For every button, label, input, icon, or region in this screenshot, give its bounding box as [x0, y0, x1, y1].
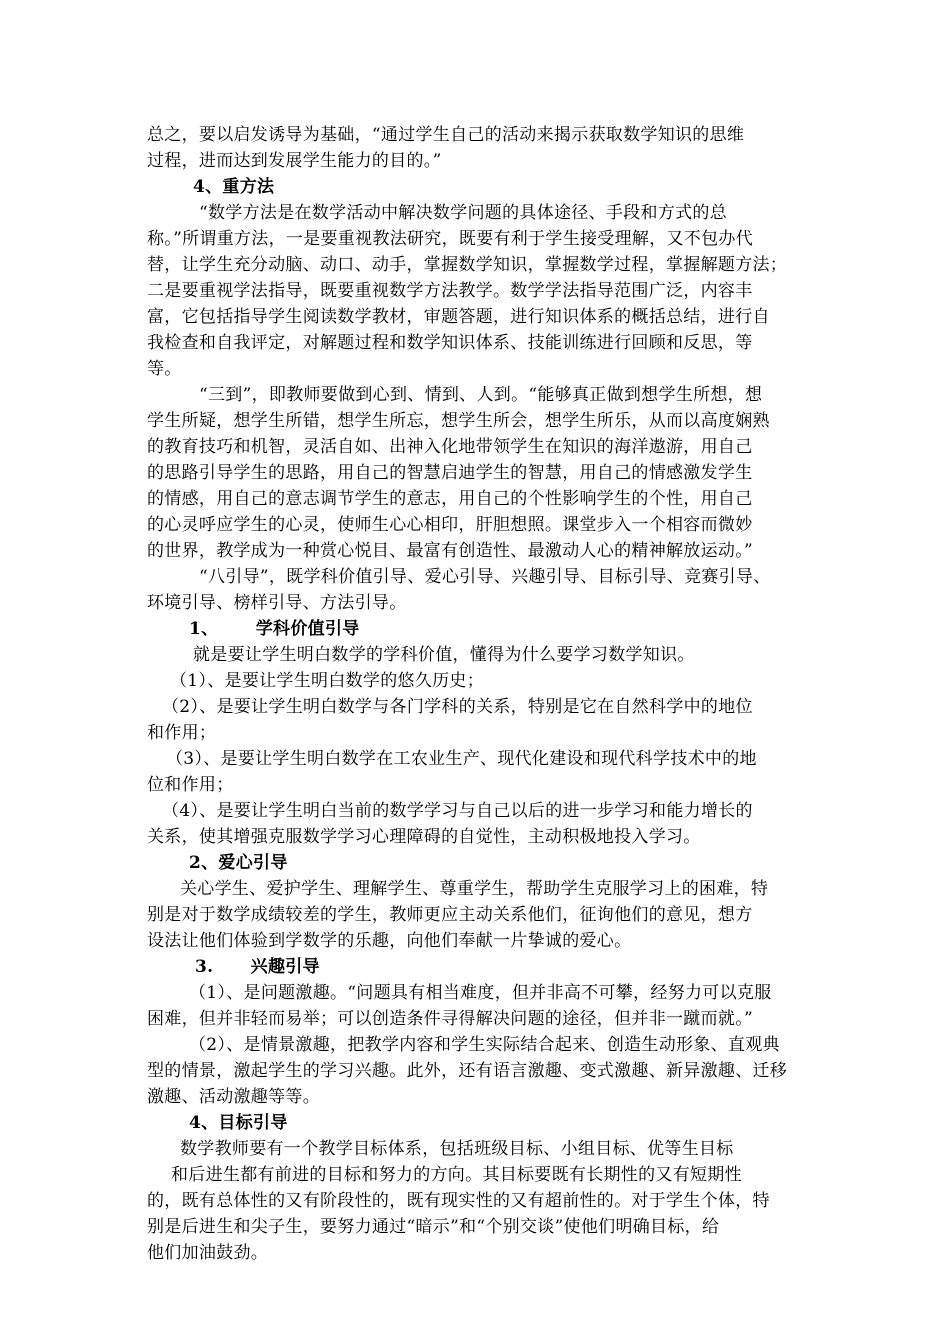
- paragraph-line: 和作用；: [147, 723, 217, 743]
- section-heading: 3. 兴趣引导: [195, 957, 320, 977]
- paragraph-line: 替，让学生充分动脑、动口、动手，掌握数学知识，掌握数学过程，掌握解题方法；: [147, 255, 788, 275]
- paragraph-line: （2）、是要让学生明白数学与各门学科的关系，特别是它在自然科学中的地位: [162, 697, 753, 717]
- paragraph-line: 就是要让学生明白数学的学科价值，懂得为什么要学习数学知识。: [193, 645, 695, 665]
- paragraph-line: 困难，但并非轻而易举；可以创造条件寻得解决问题的途径，但并非一蹴而就。”: [147, 1009, 753, 1029]
- paragraph-line: 的情感，用自己的意志调节学生的意志，用自己的个性影响学生的个性，用自己: [147, 489, 753, 509]
- paragraph-line: 关心学生、爱护学生、理解学生、尊重学生，帮助学生克服学习上的困难，特: [180, 879, 769, 899]
- paragraph-line: 的心灵呼应学生的心灵，使师生心心相印，肝胆想照。课堂步入一个相容而微妙: [147, 515, 753, 535]
- paragraph-line: 数学教师要有一个教学目标体系，包括班级目标、小组目标、优等生目标: [180, 1139, 734, 1159]
- section-heading: 4、目标引导: [189, 1113, 288, 1133]
- paragraph-line: 等。: [147, 359, 182, 379]
- paragraph-line: “八引导”，既学科价值引导、爱心引导、兴趣引导、目标引导、竞赛引导、: [199, 567, 771, 587]
- paragraph-line: 二是要重视学法指导，既要重视数学方法教学。数学学法指导范围广泛，内容丰: [147, 281, 753, 301]
- paragraph-line: 位和作用；: [147, 775, 234, 795]
- paragraph-line: 别是后进生和尖子生，要努力通过“暗示”和“个别交谈”使他们明确目标，给: [147, 1217, 720, 1237]
- paragraph-line: 型的情景，激起学生的学习兴趣。此外，还有语言激趣、变式激趣、新异激趣、迁移: [147, 1061, 788, 1081]
- paragraph-line: 的世界，教学成为一种赏心悦目、最富有创造性、最激动人心的精神解放运动。”: [147, 541, 753, 561]
- paragraph-line: （1）、是要让学生明白数学的悠久历史；: [170, 671, 485, 691]
- paragraph-line: 设法让他们体验到学数学的乐趣，向他们奉献一片挚诚的爱心。: [147, 931, 632, 951]
- paragraph-line: （3）、是要让学生明白数学在工农业生产、现代化建设和现代科学技术中的地: [166, 749, 757, 769]
- section-heading: 2、爱心引导: [189, 853, 288, 873]
- paragraph-line: 的教育技巧和机智，灵活自如、出神入化地带领学生在知识的海洋遨游，用自己: [147, 437, 753, 457]
- paragraph-line: （1）、是问题激趣。“问题具有相当难度，但并非高不可攀，经努力可以克服: [189, 983, 772, 1003]
- paragraph-line: 别是对于数学成绩较差的学生，教师更应主动关系他们，征询他们的意见，想方: [147, 905, 753, 925]
- paragraph-line: “数学方法是在数学活动中解决数学问题的具体途径、手段和方式的总: [199, 203, 727, 223]
- paragraph-line: 总之，要以启发诱导为基础，“通过学生自己的活动来揭示获取数学知识的思维: [147, 125, 745, 145]
- paragraph-line: 关系，使其增强克服数学学习心理障碍的自觉性，主动积极地投入学习。: [147, 827, 701, 847]
- paragraph-line: 和后进生都有前进的目标和努力的方向。其目标要既有长期性的又有短期性: [171, 1165, 742, 1185]
- paragraph-line: 环境引导、榜样引导、方法引导。: [147, 593, 407, 613]
- paragraph-line: 过程，进而达到发展学生能力的目的。”: [147, 151, 442, 171]
- paragraph-line: 学生所疑，想学生所错，想学生所忘，想学生所会，想学生所乐，从而以高度娴熟: [147, 411, 770, 431]
- section-heading: 1、 学科价值引导: [189, 619, 360, 639]
- paragraph-line: 激趣、活动激趣等等。: [147, 1087, 320, 1107]
- paragraph-line: 的，既有总体性的又有阶段性的，既有现实性的又有超前性的。对于学生个体，特: [147, 1191, 770, 1211]
- paragraph-line: 我检查和自我评定，对解题过程和数学知识体系、技能训练进行回顾和反思，等: [147, 333, 753, 353]
- paragraph-line: 称。”所谓重方法，一是要重视教法研究，既要有利于学生接受理解，又不包办代: [147, 229, 753, 249]
- paragraph-line: 富，它包括指导学生阅读数学教材，审题答题，进行知识体系的概括总结，进行自: [147, 307, 770, 327]
- paragraph-line: 他们加油鼓劲。: [147, 1243, 269, 1263]
- paragraph-line: （4）、是要让学生明白当前的数学学习与自己以后的进一步学习和能力增长的: [162, 801, 753, 821]
- section-heading: 4、重方法: [193, 177, 275, 197]
- paragraph-line: “三到”，即教师要做到心到、情到、人到。“能够真正做到想学生所想，想: [199, 385, 763, 405]
- paragraph-line: （2）、是情景激趣，把教学内容和学生实际结合起来、创造生动形象、直观典: [189, 1035, 780, 1055]
- paragraph-line: 的思路引导学生的思路，用自己的智慧启迪学生的智慧，用自己的情感激发学生: [147, 463, 753, 483]
